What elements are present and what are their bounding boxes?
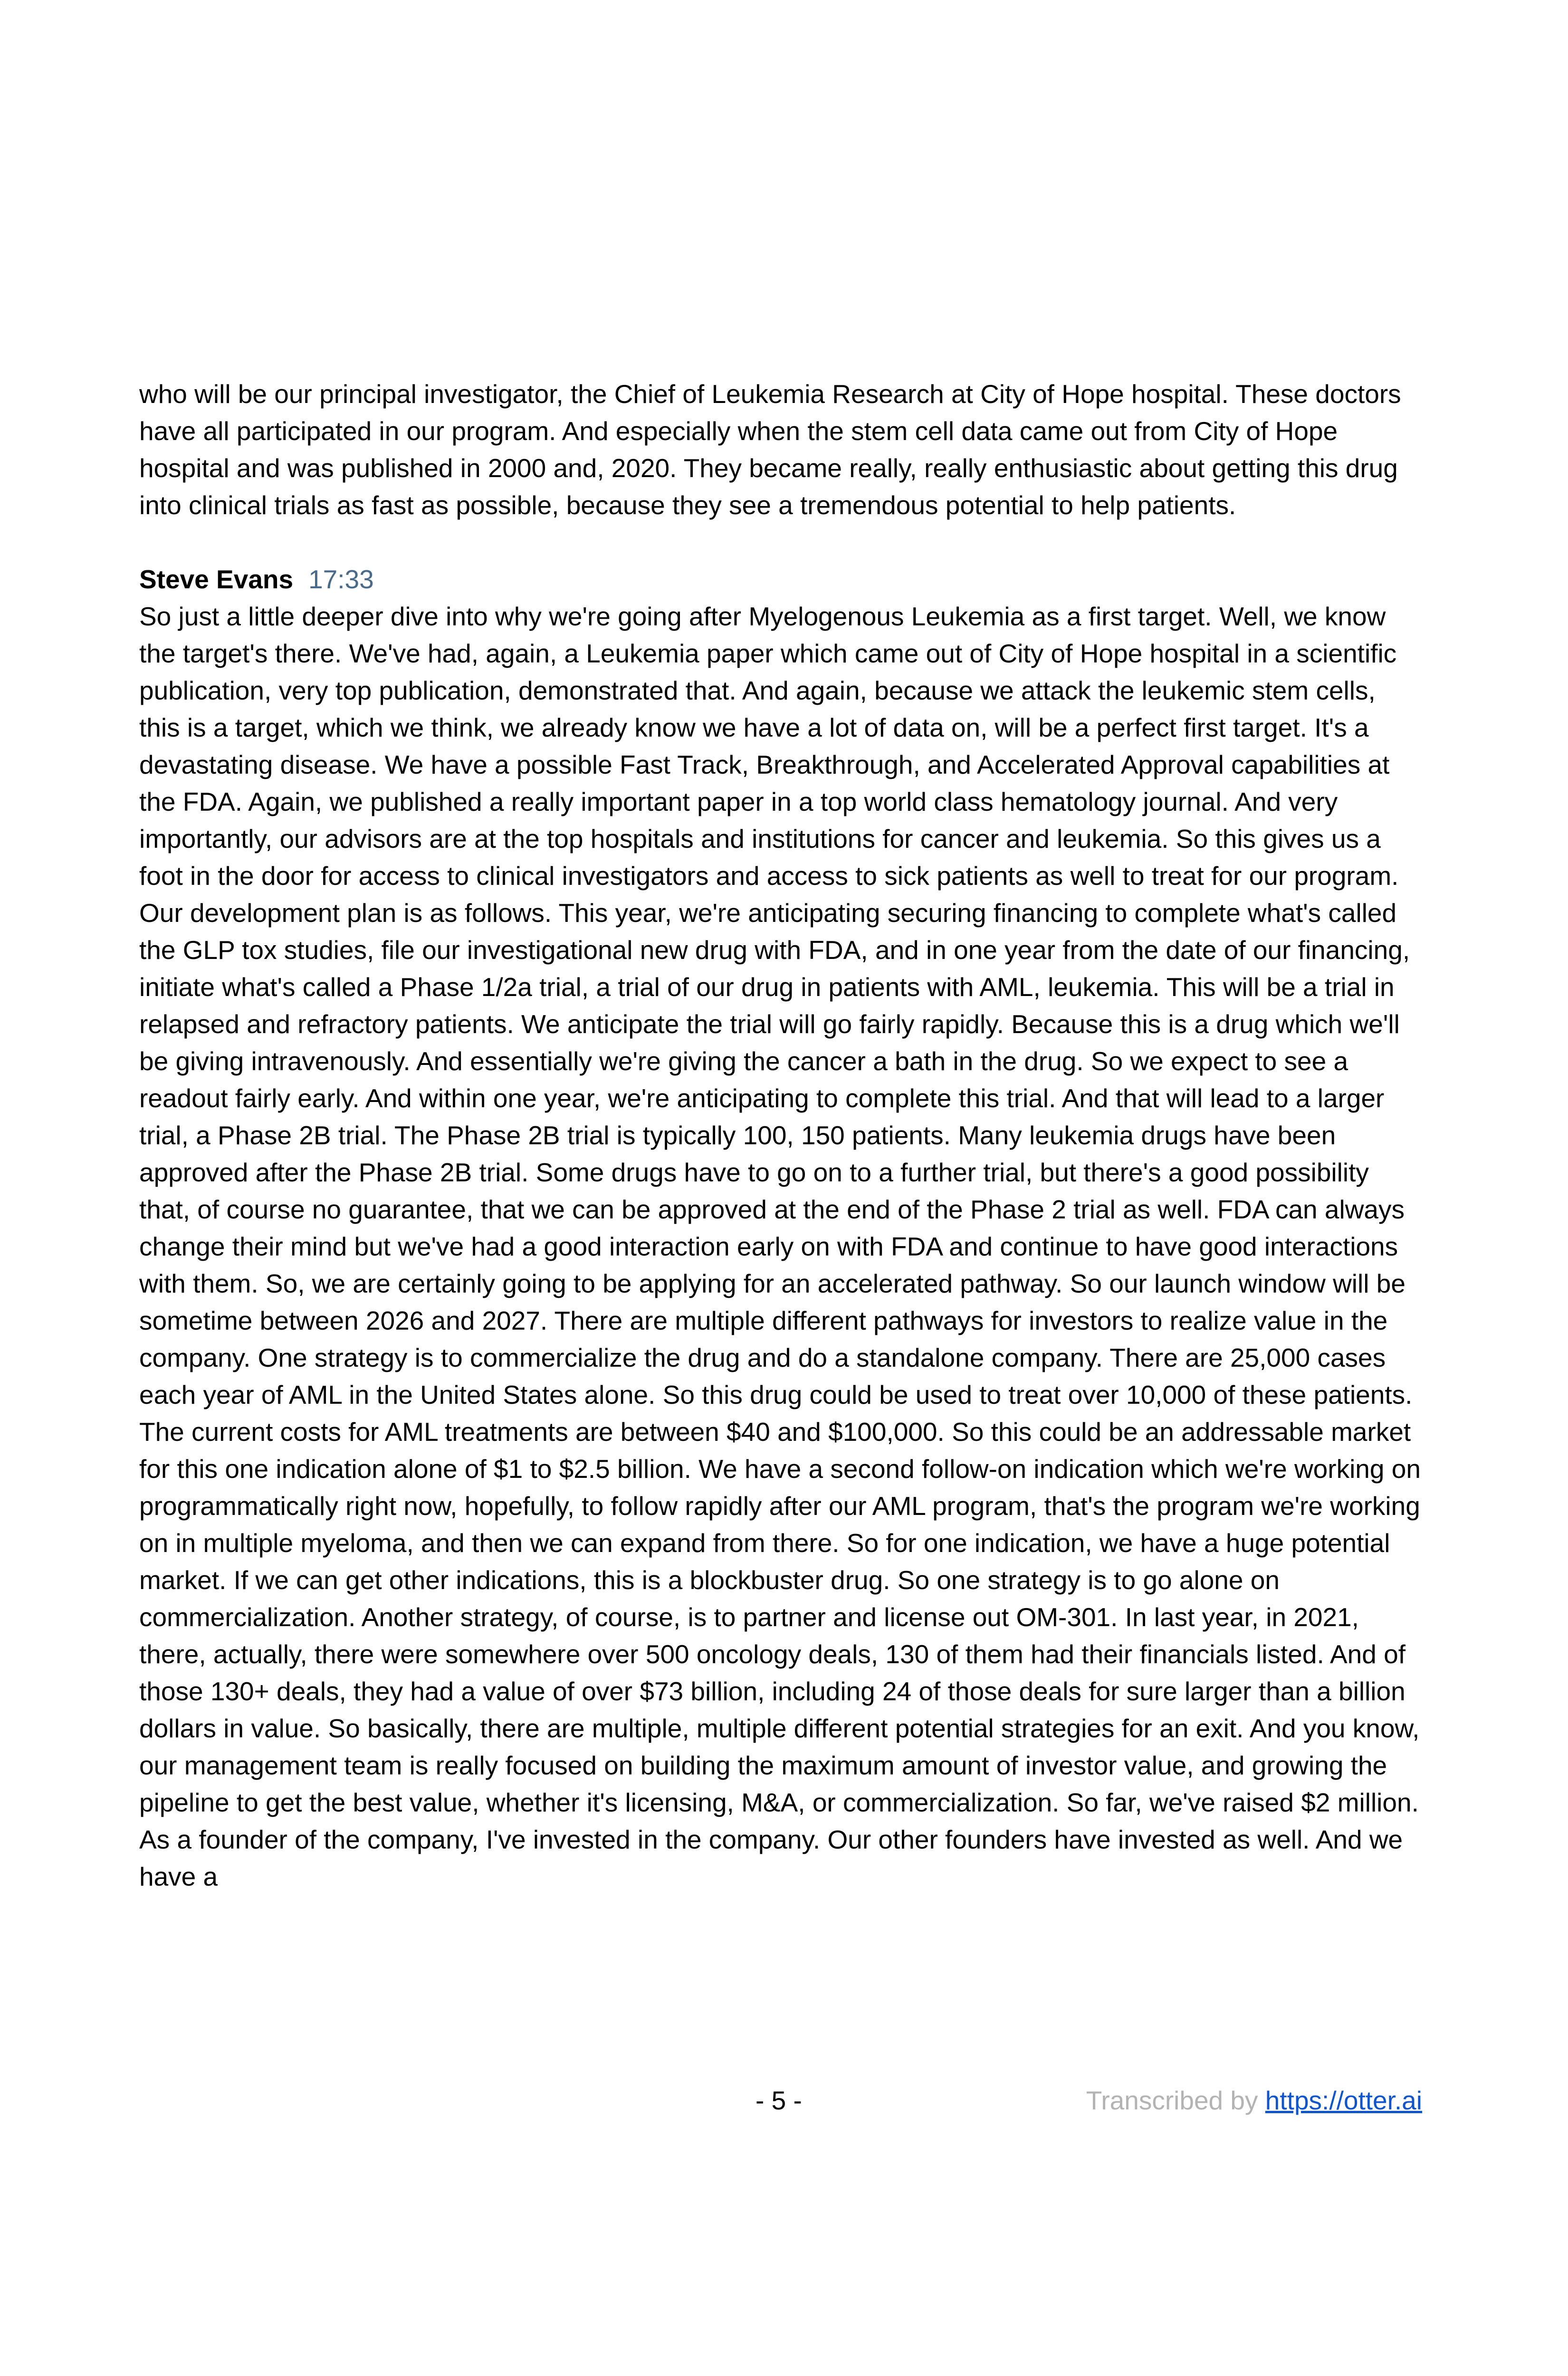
paragraph-spacer [139,524,1422,561]
transcript-body [139,375,1422,1895]
speaker-paragraph: So just a little deeper dive into why we're going after Myelogenous Leukemia as a first target. Well, we know the target's there. We've had, again, a Leukemia paper which came out of City of Hope hospital in a scientific publication, very top publication, demonstrated that. And again, because we attack the leukemic stem cells, this is a target, which we think, we already know we have a lot of data on, will be a perfect first target. It's a devastating disease. We have a possible Fast Track, Breakthrough, and Accelerated Approval capabilities at the FDA. Again, we published a really important paper in a top world class hematology journal. And very importantly, our advisors are at the top hospitals and institutions for cancer and leukemia. So this gives us a foot in the door for access to clinical investigators and access to sick patients as well to treat for our program. Our development plan is as follows. This year, we're anticipating securing financing to complete what's called the GLP tox studies, file our investigational new drug with FDA, and in one year from the date of our financing, initiate what's called a Phase 1/2a trial, a trial of our drug in patients with AML, leukemia. This will be a trial in relapsed and refractory patients. We anticipate the trial will go fairly rapidly. Because this is a drug which we'll be giving intravenously. And essentially we're giving the cancer a bath in the drug. So we expect to see a readout fairly early. And within one year, we're anticipating to complete this trial. And that will lead to a larger trial, a Phase 2B trial. The Phase 2B trial is typically 100, 150 patients. Many leukemia drugs have been approved after the Phase 2B trial. Some drugs have to go on to a further trial, but there's a good possibility that, of course no guarantee, that we can be approved at the end of the Phase 2 trial as well. FDA can always change their mind but we've had a good interaction early on with FDA and continue to have good interactions with them. So, we are certainly going to be applying for an accelerated pathway. So our launch window will be sometime between 2026 and 2027. There are multiple different pathways for investors to realize value in the company. One strategy is to commercialize the drug and do a standalone company. There are 25,000 cases each year of AML in the United States alone. So this drug could be used to treat over 10,000 of these patients. The current costs for AML treatments are between $40 and $100,000. So this could be an addressable market for this one indication alone of $1 to $2.5 billion. We have a second follow-on indication which we're working on programmatically right now, hopefully, to follow rapidly after our AML program, that's the program we're working on in multiple myeloma, and then we can expand from there. So for one indication, we have a huge potential market. If we can get other indications, this is a blockbuster drug. So one strategy is to go alone on commercialization. Another strategy, of course, is to partner and license out OM-301. In last year, in 2021, there, actually, there were somewhere over 500 oncology deals, 130 of them had their financials listed. And of those 130+ deals, they had a value of over $73 billion, including 24 of those deals for sure larger than a billion dollars in value. So basically, there are multiple, multiple different potential strategies for an exit. And you know, our management team is really focused on building the maximum amount of investor value, and growing the pipeline to get the best value, whether it's licensing, M&A, or commercialization. So far, we've raised $2 million. As a founder of the company, I've invested in the company. Our other founders have invested as well. And we have a [139,602,1421,1891]
credit-prefix: Transcribed by [1086,2086,1265,2115]
speaker-name: Steve Evans [139,565,294,594]
otter-link[interactable]: https://otter.ai [1265,2086,1422,2115]
timestamp[interactable]: 17:33 [308,565,374,594]
transcription-credit [1086,2081,1422,2119]
speaker-header [139,561,1422,598]
page-number: - 5 - [755,2086,802,2115]
page-footer [0,2081,1568,2119]
continuation-paragraph: who will be our principal investigator, the Chief of Leukemia Research at City of Hope hospital. These doctors have all participated in our program. And especially when the stem cell data came out from City of Hope hospital and was published in 2000 and, 2020. They became really, really enthusiastic about getting this drug into clinical trials as fast as possible, because they see a tremendous potential to help patients. [139,379,1401,520]
